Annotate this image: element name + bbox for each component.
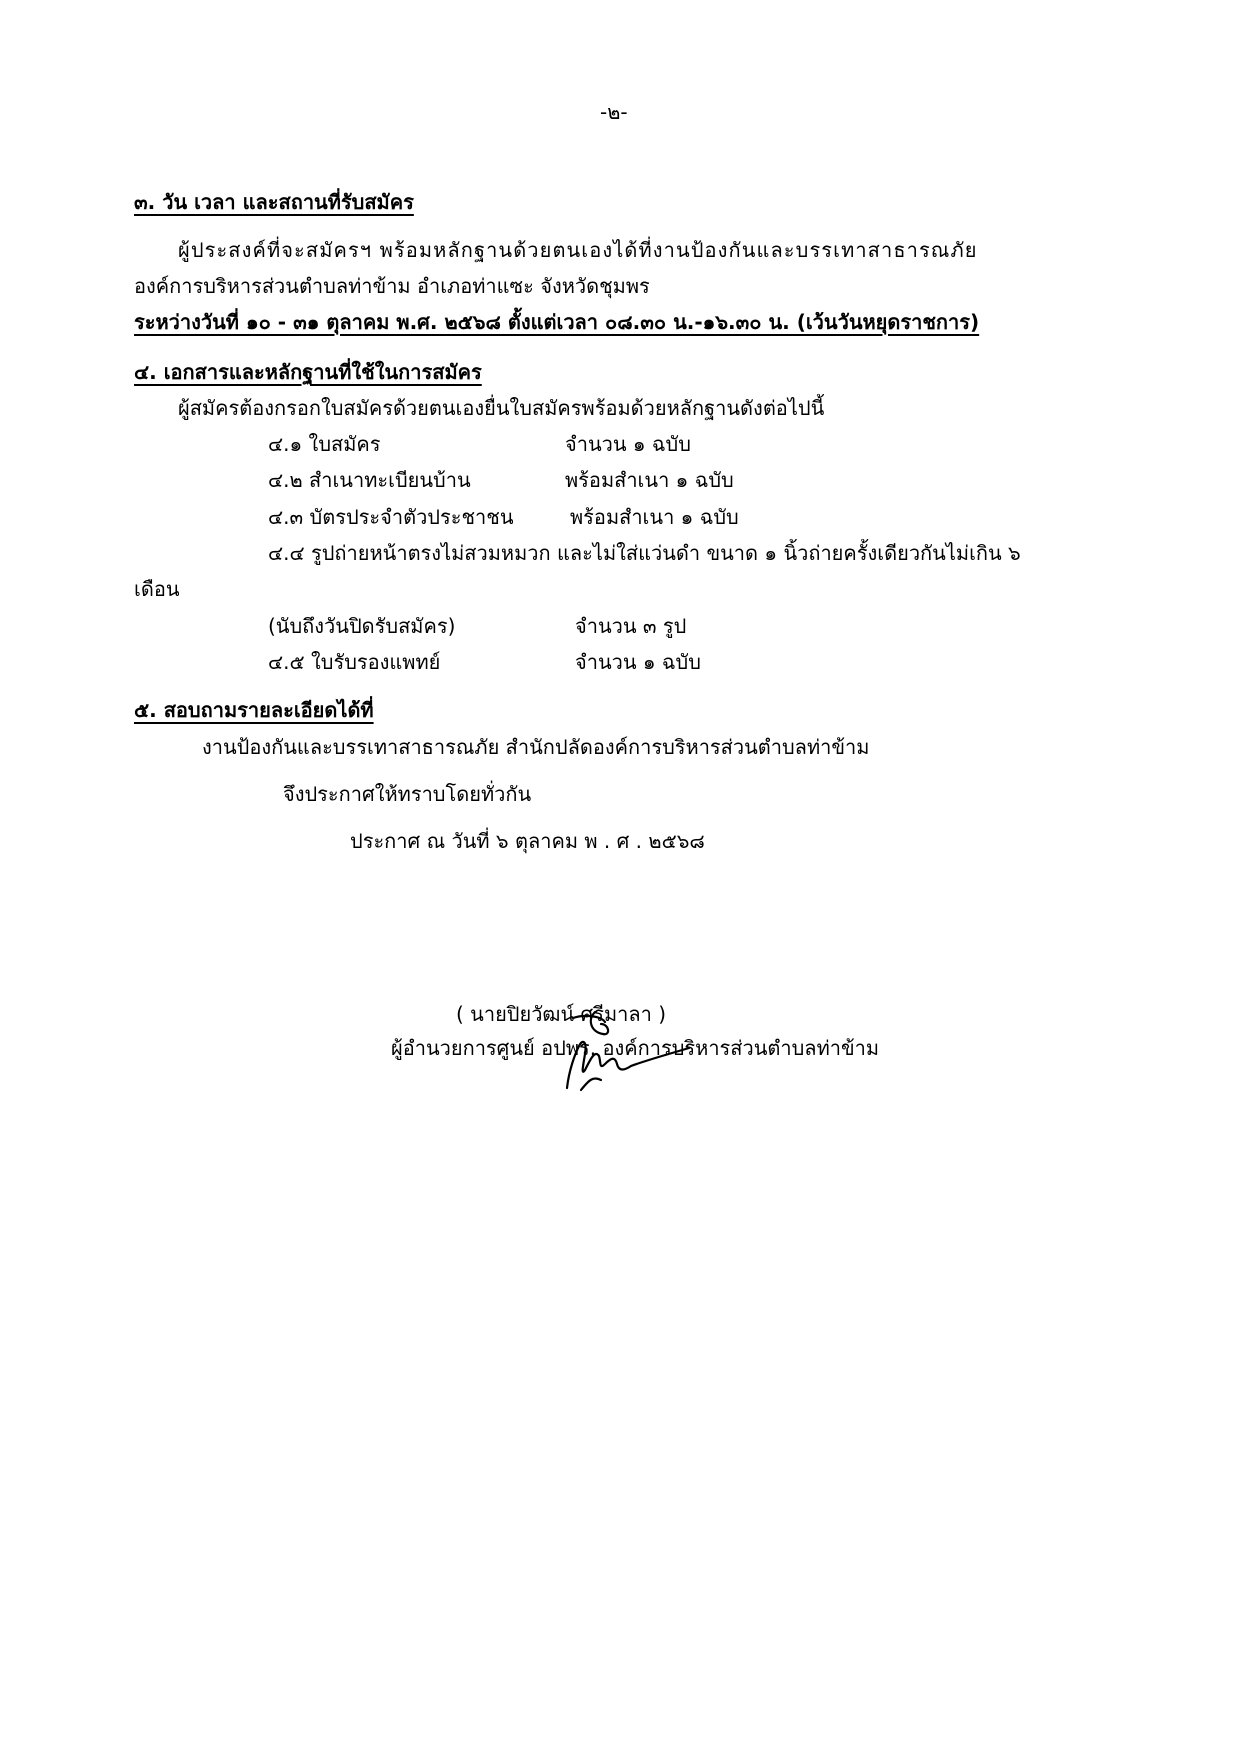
section4-intro: ผู้สมัครต้องกรอกใบสมัครด้วยตนเองยื่นใบสมัครพร้อมด้วยหลักฐานดังต่อไปนี้ [178, 396, 825, 420]
section3-heading: ๓. วัน เวลา และสถานที่รับสมัคร [134, 190, 414, 214]
signer-position: ผู้อำนวยการศูนย์ อปพร. องค์การบริหารส่วนตำบลท่าข้าม [391, 1036, 880, 1060]
doc-item-label: ๔.๓ บัตรประจำตัวประชาชน [268, 505, 514, 529]
doc-item-label: ๔.๕ ใบรับรองแพทย์ [268, 650, 441, 674]
doc-item-label: ๔.๔ รูปถ่ายหน้าตรงไม่สวมหมวก และไม่ใส่แว่นดำ ขนาด ๑ นิ้วถ่ายครั้งเดียวกันไม่เกิน ๖ [268, 541, 1021, 565]
section5-line: งานป้องกันและบรรเทาสาธารณภัย สำนักปลัดองค์การบริหารส่วนตำบลท่าข้าม [202, 735, 870, 759]
doc-item-qty: จำนวน ๓ รูป [575, 614, 687, 638]
section3-line2: องค์การบริหารส่วนตำบลท่าข้าม อำเภอท่าแซะ จังหวัดชุมพร [134, 274, 650, 298]
closing-statement: จึงประกาศให้ทราบโดยทั่วกัน [283, 782, 532, 806]
doc-item-qty: จำนวน ๑ ฉบับ [575, 650, 701, 674]
section4-heading: ๔. เอกสารและหลักฐานที่ใช้ในการสมัคร [134, 360, 482, 384]
doc-item-qty: จำนวน ๑ ฉบับ [565, 432, 691, 456]
section3-period: ระหว่างวันที่ ๑๐ - ๓๑ ตุลาคม พ.ศ. ๒๕๖๘ ตั้งแต่เวลา ๐๘.๓๐ น.-๑๖.๓๐ น. (เว้นวันหยุดราชการ) [134, 310, 980, 334]
doc-item-label: ๔.๒ สำเนาทะเบียนบ้าน [268, 468, 471, 492]
announce-date: ประกาศ ณ วันที่ ๖ ตุลาคม พ . ศ . ๒๕๖๘ [350, 829, 705, 853]
signer-name: ( นายปิยวัฒน์ ศรีมาลา ) [456, 1002, 667, 1026]
doc-item-qty: พร้อมสำเนา ๑ ฉบับ [570, 505, 739, 529]
doc-item-qty: พร้อมสำเนา ๑ ฉบับ [565, 468, 734, 492]
section3-line1: ผู้ประสงค์ที่จะสมัครฯ พร้อมหลักฐานด้วยตนเองได้ที่งานป้องกันและบรรเทาสาธารณภัย [178, 238, 978, 262]
doc-item-wrap: เดือน [134, 577, 180, 601]
doc-item-label: (นับถึงวันปิดรับสมัคร) [268, 614, 456, 638]
doc-item-label: ๔.๑ ใบสมัคร [268, 432, 381, 456]
page-number: -๒- [600, 100, 628, 124]
section5-heading: ๕. สอบถามรายละเอียดได้ที่ [134, 698, 374, 722]
